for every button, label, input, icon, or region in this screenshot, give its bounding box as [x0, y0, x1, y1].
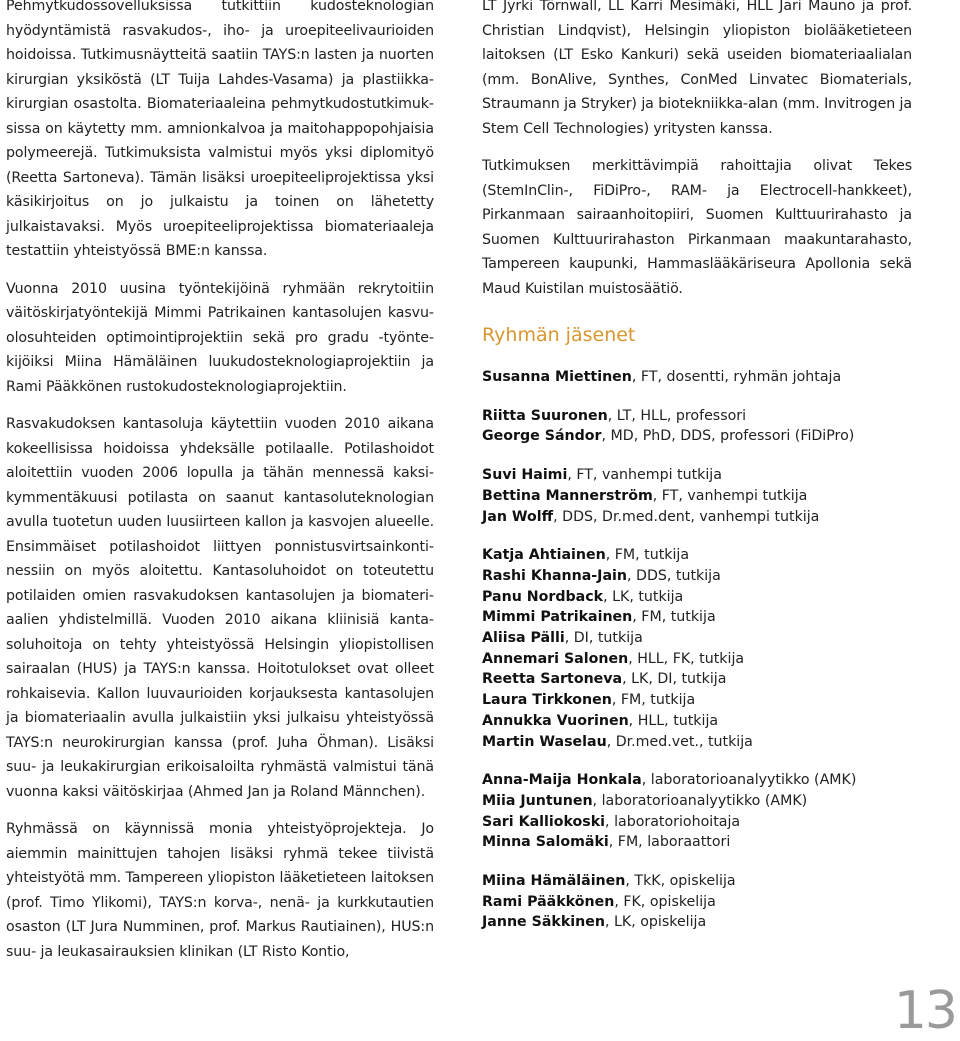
member-title: , TkK, opiskelija — [625, 873, 736, 890]
member-title: , FT, dosentti, ryhmän johtaja — [631, 369, 842, 385]
member-title: , LT, HLL, professori — [607, 407, 747, 424]
left-column — [6, 0, 434, 964]
member-group — [482, 367, 912, 388]
member-name: George Sándor — [482, 428, 602, 445]
member-entry — [482, 426, 912, 447]
member-entry — [482, 690, 912, 711]
member-title: , Dr.med.vet., tutkija — [606, 733, 753, 750]
member-title: , HLL, tutkija — [628, 712, 719, 729]
right-column — [482, 0, 912, 951]
member-name: Mimmi Patrikainen — [482, 609, 633, 626]
member-entry — [482, 406, 912, 427]
paragraph-soft-tissue: Pehmytkudossovelluksissa tutkittiin kudosteknologian hyödyntämistä rasvakudos-, iho- ja uroepiteelivaurioiden hoidoissa. Tutkimusnäytteitä saatiin TAYS:n lasten ja nuorten kirurgian yksiköstä (LT Tuija Lahdes-Vasama) ja plastiikkakirurgian osastolta. Biomateriaaleina pehmytkudostutkimuksissa on käytetty mm. amnionkalvoa ja maitohappopohjaisia polymeerejä. Tutkimuksista valmistui myös yksi diplomityö (Reetta Sartoneva). Tämän lisäksi uroepiteeliprojektissa yksi käsikirjoitus on jo julkaistu ja toinen on lähetetty julkaistavaksi. Myös uroepiteeliprojektissa biomateriaaleja testattiin yhteistyössä BME:n kanssa. — [6, 0, 434, 259]
member-title: , DDS, tutkija — [627, 567, 721, 584]
member-name: Annukka Vuorinen — [482, 712, 629, 729]
member-group — [482, 770, 912, 853]
member-entry — [482, 892, 912, 913]
member-name: Susanna Miettinen — [482, 369, 632, 385]
paragraph-new-staff: Vuonna 2010 uusina työntekijöinä ryhmään rekrytoitiin väitöskirjatyöntekijä Mimmi Patrikainen kantasolujen kasvuolosuhteiden optimointiprojektiin sekä pro gradu -työntekijöiksi Miina Hämäläinen luukudosteknologiaprojektiin ja Rami Pääkkönen rustokudosteknologiaprojektiin. — [6, 280, 434, 395]
member-entry — [482, 587, 912, 608]
member-entry — [482, 732, 912, 753]
member-entry — [482, 649, 912, 670]
member-title: , FM, laboraattori — [608, 834, 731, 851]
member-entry — [482, 486, 912, 507]
paragraph-collaborations-continued: LT Jyrki Törnwall, LL Karri Mesimäki, HLL Jari Mauno ja prof. Christian Lindqvist), Helsingin yliopiston biolääketieteen laitoksen (LT Esko Kankuri) sekä useiden biomateriaalialan (mm. BonAlive, Synthes, ConMed Linvatec Biomaterials, Straumann ja Stryker) ja biotekniikka-alan (mm. Invitrogen ja Stem Cell Technologies) yritysten kanssa. — [482, 0, 912, 137]
member-name: Jan Wolff — [482, 508, 554, 525]
member-list — [482, 367, 912, 933]
member-name: Miina Hämäläinen — [482, 873, 626, 890]
member-title: , HLL, FK, tutkija — [628, 650, 745, 667]
member-entry — [482, 628, 912, 649]
member-entry — [482, 912, 912, 933]
member-entry — [482, 545, 912, 566]
member-title: , MD, PhD, DDS, professori (FiDiPro) — [601, 428, 855, 445]
member-name: Annemari Salonen — [482, 650, 629, 667]
member-name: Sari Kalliokoski — [482, 813, 606, 830]
member-entry — [482, 711, 912, 732]
member-name: Panu Nordback — [482, 588, 604, 605]
member-entry — [482, 465, 912, 486]
section-heading-members: Ryhmän jäsenet — [482, 324, 636, 346]
member-entry — [482, 607, 912, 628]
member-name: Janne Säkkinen — [482, 914, 605, 931]
paragraph-funding: Tutkimuksen merkittävimpiä rahoittajia olivat Tekes (StemInClin-, FiDiPro-, RAM- ja Electrocell-hankkeet), Pirkanmaan sairaanhoitopiiri, Suomen Kulttuurirahasto ja Suomen Kulttuurirahaston Pirkanmaan maakuntarahasto, Tampereen kaupunki, Hammaslääkäriseura Apollonia sekä Maud Kuistilan muistosäätiö. — [482, 158, 912, 297]
member-group — [482, 545, 912, 752]
member-title: , LK, tutkija — [603, 588, 684, 605]
member-name: Miia Juntunen — [482, 792, 593, 809]
member-entry — [482, 791, 912, 812]
member-title: , FM, tutkija — [605, 547, 690, 564]
member-name: Martin Waselau — [482, 733, 607, 750]
member-title: , DDS, Dr.med.dent, vanhempi tutkija — [553, 508, 820, 525]
member-group — [482, 406, 912, 447]
paragraph-stem-cell-treatments: Rasvakudoksen kantasoluja käytettiin vuoden 2010 aikana kokeellisissa hoidoissa yhdeksälle potilaalle. Potilashoidot aloitettiin vuoden 2006 lopulla ja tähän mennessä kaksikymmentäkuusi potilasta on saanut kantasoluteknologian avulla tuotetun uuden luusiirteen kallon ja kasvojen alueelle. Ensimmäiset potilashoidot liittyen ponnistusvirtsainkontinessiin on myös aloitettu. Kantasoluhoidot on toteutettu potilaiden omien rasvakudoksen kantasolujen ja biomateriaalien yhdistelmillä. Vuoden 2010 aikana kliinisiä kantasoluhoitoja on tehty yhteistyössä Helsingin yliopistollisen sairaalan (HUS) ja TAYS:n kanssa. Hoitotulokset ovat olleet rohkaisevia. Kallon luuvaurioiden korjauksesta kantasolujen ja biomateriaalin avulla julkaistiin yksi julkaisu yhteistyössä TAYS:n neurokirurgian kanssa (prof. Juha Öhman). Lisäksi suu- ja leukakirurgian erikoisaloilta ryhmästä valmistui tänä vuonna kaksi väitöskirjaa (Ahmed Jan ja Roland Männchen). — [6, 416, 434, 800]
member-group — [482, 465, 912, 527]
member-group — [482, 871, 912, 933]
member-title: , FT, vanhempi tutkija — [567, 467, 722, 484]
member-name: Bettina Mannerström — [482, 487, 653, 504]
member-title: , FK, opiskelija — [614, 893, 716, 910]
member-title: , laboratoriohoitaja — [605, 813, 741, 830]
member-entry — [482, 507, 912, 528]
member-entry — [482, 669, 912, 690]
member-title: , FT, vanhempi tutkija — [652, 487, 808, 504]
member-entry — [482, 566, 912, 587]
member-title: , DI, tutkija — [564, 630, 643, 647]
member-title: , laboratorioanalyytikko (AMK) — [592, 792, 808, 809]
member-name: Katja Ahtiainen — [482, 547, 606, 564]
member-name: Laura Tirkkonen — [482, 692, 612, 709]
paragraph-collaborations: Ryhmässä on käynnissä monia yhteistyöprojekteja. Jo aiemmin mainittujen tahojen lisäksi ryhmä tekee tiivistä yhteistyötä mm. Tampereen yliopiston lääketieteen laitoksen (prof. Timo Ylikomi), TAYS:n korva-, nenä- ja kurkkutautien osaston (LT Jura Numminen, prof. Markus Rautiainen), HUS:n suu- ja leukasairauksien klinikan (LT Risto Kontio, — [6, 821, 434, 960]
member-title: , FM, tutkija — [611, 692, 696, 709]
member-title: , LK, DI, tutkija — [622, 671, 727, 688]
member-name: Reetta Sartoneva — [482, 671, 623, 688]
member-name: Aliisa Pälli — [482, 630, 565, 647]
member-name: Rami Pääkkönen — [482, 893, 615, 910]
member-entry — [482, 812, 912, 833]
member-name: Anna-Maija Honkala — [482, 772, 642, 789]
member-entry — [482, 832, 912, 853]
member-title: , FM, tutkija — [632, 609, 716, 626]
member-title: , LK, opiskelija — [604, 914, 707, 931]
member-entry — [482, 770, 912, 791]
member-title: , laboratorioanalyytikko (AMK) — [641, 772, 857, 789]
member-entry — [482, 871, 912, 892]
member-name: Minna Salomäki — [482, 834, 609, 851]
member-name: Suvi Haimi — [482, 467, 568, 484]
member-name: Riitta Suuronen — [482, 407, 608, 424]
member-name: Rashi Khanna-Jain — [482, 567, 627, 584]
page-number: 13 — [893, 981, 956, 1041]
member-entry — [482, 367, 912, 388]
